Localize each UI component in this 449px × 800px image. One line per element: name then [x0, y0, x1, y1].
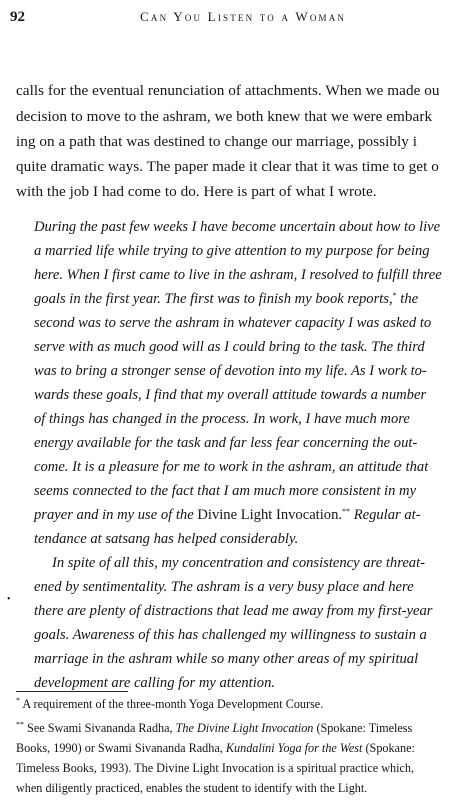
quote-line: During the past few weeks I have become uncertain about how to live [34, 219, 441, 235]
quote-line: serve with as much good will as I could bring to the task. The third [34, 339, 425, 355]
quote-line: tendance at satsang has helped considerably. [34, 531, 299, 547]
footnote-line: Timeless Books, 1993). The Divine Light Invocation is a spiritual practice which, [16, 761, 415, 775]
quote-line: In spite of all this, my concentration and consistency are threat- [52, 555, 426, 571]
body-line: decision to move to the ashram, we both knew that we were embark [16, 108, 433, 125]
book-title: Kundalini Yoga for the West [225, 741, 363, 755]
footnote-text: Books, 1990) or Swami Sivananda Radha, [16, 741, 226, 755]
footnote-line: when diligently practiced, enables the student to identify with the Light. [16, 781, 368, 795]
quote-line: was to bring a stronger sense of devotion into my life. As I work to- [34, 363, 427, 379]
footnote-text: (Spokane: [362, 741, 415, 755]
quote-line: energy available for the task and far less fear concerning the out- [34, 435, 418, 451]
footnote-marker: * [392, 291, 397, 300]
footnote [16, 696, 323, 712]
quote-line: of things has changed in the process. In work, I have much more [34, 411, 410, 427]
quote-line: ened by sentimentality. The ashram is a very busy place and here [34, 579, 414, 595]
body-line: quite dramatic ways. The paper made it clear that it was time to get o [16, 158, 439, 175]
body-line: with the job I had come to do. Here is part of what I wrote. [16, 183, 377, 200]
body-line: calls for the eventual renunciation of attachments. When we made ou [16, 82, 440, 99]
quote-text: Regular at- [350, 507, 421, 523]
body-line: ing on a path that was destined to change our marriage, possibly i [16, 133, 418, 150]
quote-text: goals in the first year. The first was to finish my book reports, [34, 291, 393, 307]
footnote-marker: * [16, 696, 20, 705]
quote-text: prayer and in my use of the [34, 507, 198, 523]
running-head: Can You Listen to a Woman [140, 9, 347, 24]
quote-line [34, 507, 421, 524]
footnote-text: See Swami Sivananda Radha, [24, 721, 176, 735]
page-header [10, 9, 449, 29]
quote-line: here. When I first came to live in the ashram, I resolved to fulfill three [34, 267, 442, 283]
quote-line: wards these goals, I find that my overall attitude towards a number [34, 387, 427, 403]
quote-line [34, 291, 418, 308]
footnote [16, 720, 412, 736]
quote-text: Divine Light Invocation. [197, 507, 343, 523]
quote-line: second was to serve the ashram in whatever capacity I was asked to [34, 315, 432, 331]
footnote-line [16, 741, 415, 756]
stray-mark: • [7, 594, 11, 605]
page-number: 92 [10, 9, 25, 25]
footnote-text: (Spokane: Timeless [313, 721, 413, 735]
quote-line: come. It is a pleasure for me to work in the ashram, an attitude that [34, 459, 429, 475]
footnote-rule [16, 691, 128, 692]
quote-line: goals. Awareness of this has challenged my willingness to sustain a [34, 627, 427, 643]
quote-line: development are calling for my attention. [34, 675, 276, 691]
footnote-marker: ** [342, 507, 351, 516]
quote-line: there are plenty of distractions that lead me away from my first-year [34, 603, 433, 619]
quote-text: the [396, 291, 419, 307]
footnote-text: A requirement of the three-month Yoga Development Course. [20, 697, 324, 711]
quote-line: a married life while trying to give attention to my purpose for being [34, 243, 430, 259]
book-title: The Divine Light Invocation [175, 721, 314, 735]
quote-line: marriage in the ashram while so many other areas of my spiritual [34, 651, 419, 667]
quote-line: seems connected to the fact that I am much more consistent in my [34, 483, 417, 499]
footnote-marker: ** [16, 720, 24, 729]
